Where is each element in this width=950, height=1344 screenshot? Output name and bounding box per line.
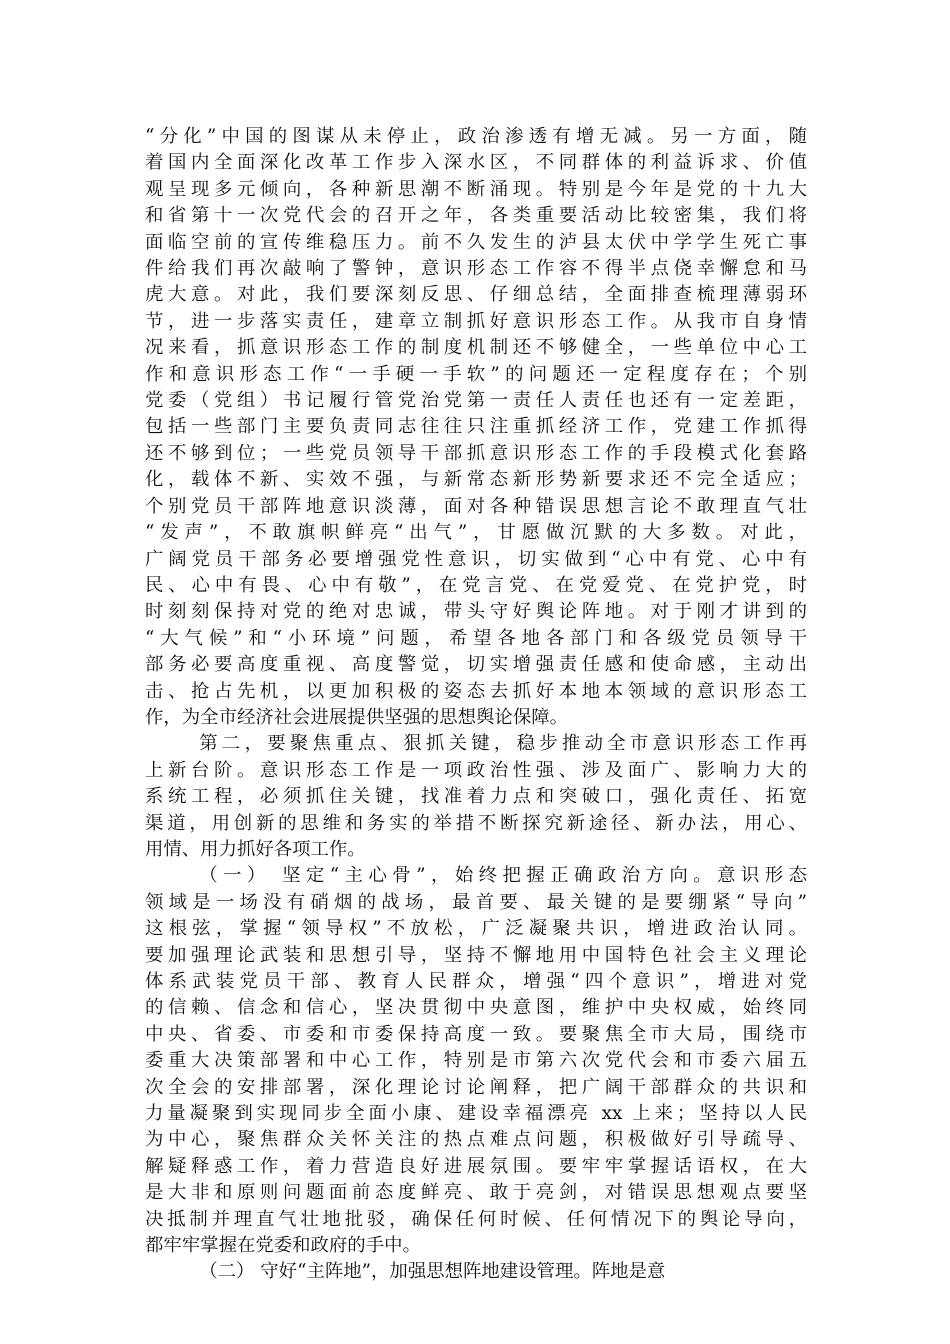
text-line: 虎大意。对此，我们要深刻反思、仔细总结，全面排查梳理薄弱环 [145, 284, 807, 306]
text-line: 件给我们再次敲响了警钟，意识形态工作容不得半点侥幸懈怠和马 [145, 258, 807, 280]
text-line: 领域是一场没有硝烟的战场，最首要、最关键的是要绷紧“导向” [145, 891, 807, 913]
text-line: “大气候”和“小环境”问题，希望各地各部门和各级党员领导干 [145, 627, 807, 649]
text-line: 还不够到位；一些党员领导干部抓意识形态工作的手段模式化套路 [145, 442, 807, 464]
text-line: （一） 坚定“主心骨”，始终把握正确政治方向。意识形态 [199, 865, 807, 887]
text-line: （二） 守好“主阵地”，加强思想阵地建设管理。阵地是意 [199, 1261, 666, 1283]
text-line: 都牢牢掌握在党委和政府的手中。 [145, 1235, 421, 1257]
text-line: 观呈现多元倾向，各种新思潮不断涌现。特别是今年是党的十九大 [145, 178, 807, 200]
text-line: 解疑释惑工作，着力营造良好进展氛围。要牢牢掌握话语权，在大 [145, 1155, 807, 1177]
text-line: 作和意识形态工作“一手硬一手软”的问题还一定程度存在；个别 [145, 363, 807, 385]
text-line: 作，为全市经济社会进展提供坚强的思想舆论保障。 [145, 706, 568, 728]
text-line: 渠道，用创新的思维和务实的举措不断探究新途径、新办法，用心、 [145, 812, 807, 834]
text-line: 个别党员干部阵地意识淡薄，面对各种错误思想言论不敢理直气壮 [145, 495, 807, 517]
paragraph [145, 731, 807, 863]
text-line: 体系武装党员干部、教育人民群众，增强“四个意识”，增进对党 [145, 971, 807, 992]
text-line: “分化”中国的图谋从未停止，政治渗透有增无减。另一方面，随 [145, 126, 807, 147]
text-line: 这根弦，掌握“领导权”不放松，广泛凝聚共识，增进政治认同。 [145, 918, 807, 940]
text-line: 力量凝聚到实现同步全面小康、建设幸福漂亮 xx 上来；坚持以人民 [145, 1103, 807, 1125]
paragraph [145, 863, 807, 1259]
text-line: “发声”，不敢旗帜鲜亮“出气”，甘愿做沉默的大多数。对此， [145, 522, 807, 544]
text-line: 用情、用力抓好各项工作。 [145, 838, 366, 860]
text-line: 为中心，聚焦群众关怀关注的热点难点问题，积极做好引导疏导、 [145, 1129, 807, 1151]
text-line: 系统工程，必须抓住关键，找准着力点和突破口，强化责任、拓宽 [145, 786, 807, 808]
text-line: 民、心中有畏、心中有敬”，在党言党、在党爱党、在党护党，时 [145, 574, 807, 596]
text-line: 化，载体不新、实效不强，与新常态新形势新要求还不完全适应； [145, 469, 807, 491]
text-line: 中央、省委、市委和市委保持高度一致。要聚焦全市大局，围绕市 [145, 1023, 807, 1045]
text-line: 时刻刻保持对党的绝对忠诚，带头守好舆论阵地。对于刚才讲到的 [145, 601, 807, 623]
text-line: 部务必要高度重视、高度警觉，切实增强责任感和使命感，主动出 [145, 654, 807, 676]
text-line: 党委（党组）书记履行管党治党第一责任人责任也还有一定差距， [145, 390, 807, 412]
text-line: 是大非和原则问题面前态度鲜亮、敢于亮剑，对错误思想观点要坚 [145, 1182, 807, 1204]
paragraph [145, 124, 807, 731]
document-page [145, 124, 807, 1286]
text-line: 节，进一步落实责任，建章立制抓好意识形态工作。从我市自身情 [145, 310, 807, 332]
text-line: 包括一些部门主要负责同志往往只注重抓经济工作，党建工作抓得 [145, 416, 807, 438]
text-line: 面临空前的宣传维稳压力。前不久发生的泸县太伏中学学生死亡事 [145, 231, 807, 253]
text-line: 击、抢占先机，以更加积极的姿态去抓好本地本领域的意识形态工 [145, 680, 807, 702]
text-line: 第二，要聚焦重点、狠抓关键，稳步推动全市意识形态工作再 [199, 733, 807, 755]
paragraph [145, 1259, 807, 1285]
text-line: 况来看，抓意识形态工作的制度机制还不够健全，一些单位中心工 [145, 337, 807, 359]
text-line: 委重大决策部署和中心工作，特别是市第六次党代会和市委六届五 [145, 1050, 807, 1072]
text-line: 决抵制并理直气壮地批驳，确保任何时候、任何情况下的舆论导向， [145, 1208, 807, 1230]
text-line: 上新台阶。意识形态工作是一项政治性强、涉及面广、影响力大的 [145, 759, 807, 781]
text-line: 广阔党员干部务必要增强党性意识，切实做到“心中有党、心中有 [145, 548, 807, 570]
text-line: 要加强理论武装和思想引导，坚持不懈地用中国特色社会主义理论 [145, 944, 807, 966]
text-line: 次全会的安排部署，深化理论讨论阐释，把广阔干部群众的共识和 [145, 1076, 807, 1098]
text-line: 和省第十一次党代会的召开之年，各类重要活动比较密集，我们将 [145, 205, 807, 227]
text-line: 的信赖、信念和信心，坚决贯彻中央意图，维护中央权威，始终同 [145, 997, 807, 1019]
text-line: 着国内全面深化改革工作步入深水区，不同群体的利益诉求、价值 [145, 152, 807, 174]
